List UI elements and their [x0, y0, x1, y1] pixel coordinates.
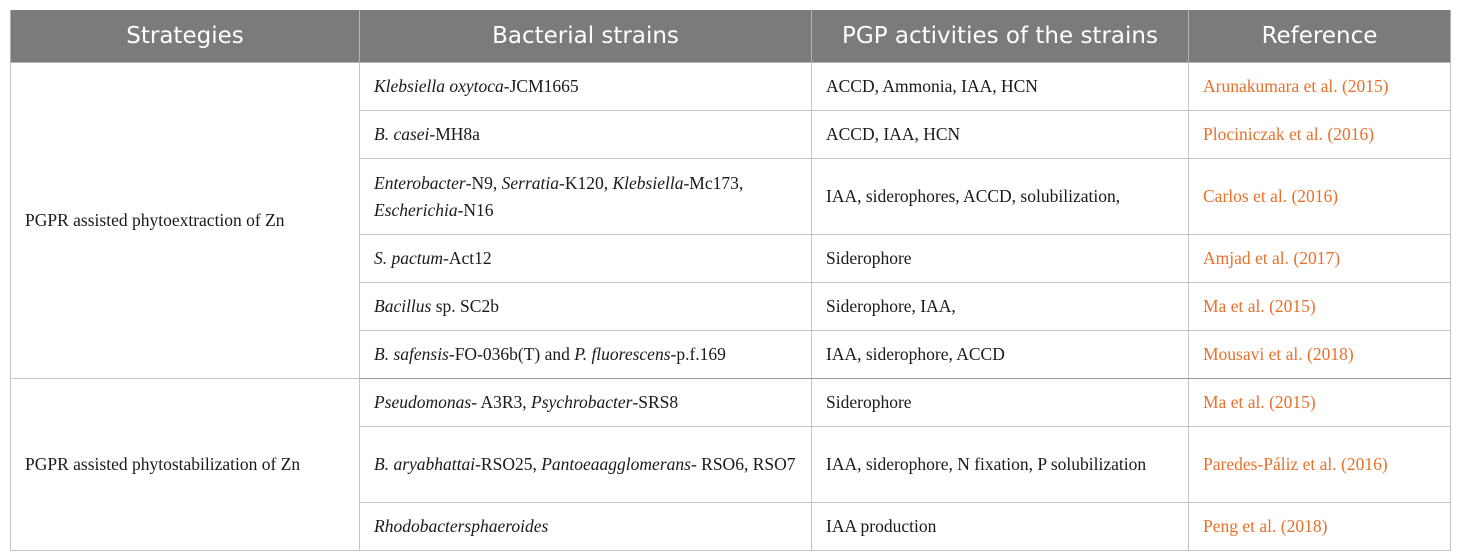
strain-cell — [360, 63, 812, 111]
activity-cell: ACCD, IAA, HCN — [812, 111, 1189, 159]
activity-cell: ACCD, Ammonia, IAA, HCN — [812, 63, 1189, 111]
reference-link[interactable]: Carlos et al. (2016) — [1189, 159, 1451, 235]
activity-cell: IAA, siderophores, ACCD, solubilization, — [812, 159, 1189, 235]
species-name: B. safensis — [374, 344, 449, 364]
header-row — [11, 10, 1451, 63]
species-name: P. fluorescens — [574, 344, 671, 364]
reference-link[interactable]: Peng et al. (2018) — [1189, 503, 1451, 551]
strain-text: -K120, — [559, 172, 613, 193]
activity-cell: IAA, siderophore, N fixation, P solubilization — [812, 427, 1189, 503]
species-name: B. casei — [374, 124, 430, 144]
reference-link[interactable]: Ma et al. (2015) — [1189, 379, 1451, 427]
strain-cell — [360, 503, 812, 551]
strain-cell — [360, 283, 812, 331]
strategy-cell: PGPR assisted phytoextraction of Zn — [11, 63, 360, 379]
strain-text: -RSO25, — [475, 454, 542, 474]
strategy-cell: PGPR assisted phytostabilization of Zn — [11, 379, 360, 551]
header-reference: Reference — [1189, 10, 1451, 63]
species-name: Psychrobacter — [531, 392, 633, 412]
table-row — [11, 379, 1451, 427]
strain-text: - RSO6, RSO7 — [690, 454, 796, 474]
strategies-table — [10, 10, 1451, 551]
species-name: Serratia — [501, 172, 560, 193]
strain-text: -FO-036b(T) and — [448, 344, 575, 364]
strain-cell — [360, 235, 812, 283]
strain-cell — [360, 331, 812, 379]
header-strategies: Strategies — [11, 10, 360, 63]
activity-cell: IAA production — [812, 503, 1189, 551]
species-name: Pantoeaagglomerans — [541, 454, 691, 474]
activity-cell: Siderophore, IAA, — [812, 283, 1189, 331]
reference-link[interactable]: Paredes-Páliz et al. (2016) — [1189, 427, 1451, 503]
reference-link[interactable]: Ma et al. (2015) — [1189, 283, 1451, 331]
species-name: Enterobacter — [374, 172, 466, 193]
header-pgp-activities: PGP activities of the strains — [812, 10, 1189, 63]
species-name: Klebsiella oxytoca — [374, 76, 504, 96]
reference-link[interactable]: Amjad et al. (2017) — [1189, 235, 1451, 283]
strain-text: -MH8a — [429, 124, 480, 144]
strain-text: -N16 — [457, 199, 494, 220]
strain-text: -SRS8 — [632, 392, 679, 412]
species-name: Pseudomonas — [374, 392, 472, 412]
strain-text: sp. SC2b — [431, 296, 499, 316]
activity-cell: IAA, siderophore, ACCD — [812, 331, 1189, 379]
activity-cell: Siderophore — [812, 235, 1189, 283]
activity-cell: Siderophore — [812, 379, 1189, 427]
strain-cell — [360, 111, 812, 159]
species-name: B. aryabhattai — [374, 454, 476, 474]
strain-text: -JCM1665 — [503, 76, 579, 96]
species-name: S. pactum — [374, 248, 444, 268]
strain-cell — [360, 427, 812, 503]
reference-link[interactable]: Mousavi et al. (2018) — [1189, 331, 1451, 379]
header-bacterial-strains: Bacterial strains — [360, 10, 812, 63]
species-name: Bacillus — [374, 296, 432, 316]
strain-text: -p.f.169 — [670, 344, 726, 364]
reference-link[interactable]: Plociniczak et al. (2016) — [1189, 111, 1451, 159]
reference-link[interactable]: Arunakumara et al. (2015) — [1189, 63, 1451, 111]
species-name: Escherichia — [374, 199, 458, 220]
species-name: Rhodobactersphaeroides — [374, 516, 549, 536]
strain-cell — [360, 159, 812, 235]
strain-text: -Mc173, — [683, 172, 744, 193]
table-row — [11, 63, 1451, 111]
strain-text: - A3R3, — [471, 392, 532, 412]
strain-text: -Act12 — [443, 248, 492, 268]
species-name: Klebsiella — [612, 172, 684, 193]
strain-text: -N9, — [465, 172, 502, 193]
strain-cell — [360, 379, 812, 427]
